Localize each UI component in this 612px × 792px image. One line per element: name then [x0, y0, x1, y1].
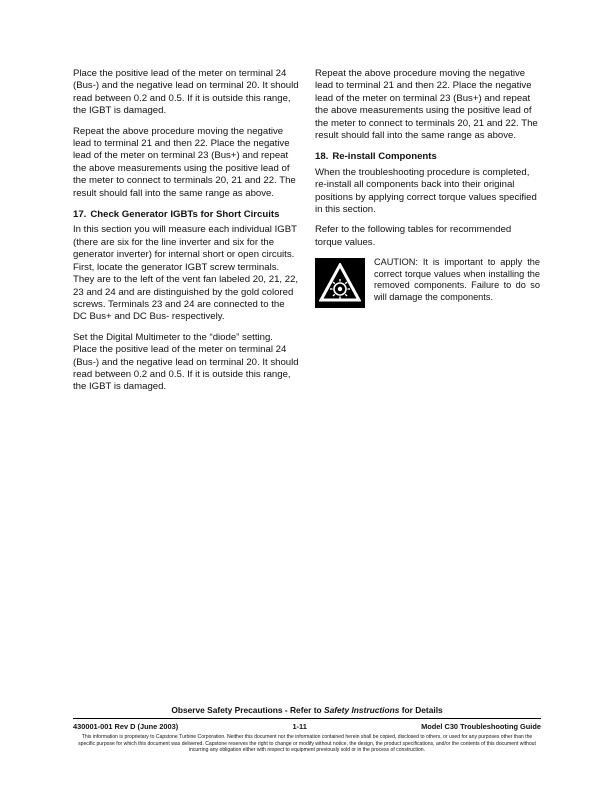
section-heading-17: [73, 209, 299, 221]
doc-number: 430001-001 Rev D (June 2003): [73, 722, 179, 731]
left-column: [73, 68, 299, 402]
footer-bar: [73, 722, 541, 731]
paragraph: Place the positive lead of the meter on terminal 24 (Bus-) and the negative lead on terminal 20. It should read between 0.2 and 0.5. If it is outside this range, the IGBT is damaged.: [73, 68, 299, 117]
paragraph: Repeat the above procedure moving the negative lead to terminal 21 and then 22. Place the negative lead of the meter on terminal 23 (Bus+) and repeat the above measurements using the positive lead of the meter to connect to terminals 20, 21 and 22. The result should fall into the same range as above.: [315, 68, 538, 142]
caution-block: [315, 257, 541, 308]
section-number: 17.: [73, 209, 87, 221]
paragraph: In this section you will measure each individual IGBT (there are six for the line inverter and six for the generator inverter) for internal short or open circuits. First, locate the generator IGBT screw terminals. They are to the left of the vent fan labeled 20, 21, 22, 23 and 24 and are distinguished by the gold colored screws. Terminals 23 and 24 are connected to the DC Bus+ and DC Bus- respectively.: [73, 224, 299, 323]
page-number: 1-11: [292, 722, 307, 731]
caution-text: CAUTION: It is important to apply the correct torque values when installing the removed components. Failure to do so will damage the components.: [374, 257, 540, 303]
paragraph: Set the Digital Multimeter to the “diode” setting. Place the positive lead of the meter on terminal 24 (Bus-) and the negative lead on terminal 20. It should read between 0.2 and 0.5. If it is outside this range, the IGBT is damaged.: [73, 331, 299, 393]
warning-triangle-icon: [315, 258, 365, 308]
section-title: Re-install Components: [332, 151, 437, 163]
paragraph: Repeat the above procedure moving the negative lead to terminal 21 and then 22. Place the negative lead of the meter on terminal 23 (Bus+) and repeat the above measurements using the positive lead of the meter to connect to terminals 20, 21 and 22. The result should fall into the same range as above.: [73, 125, 296, 199]
section-number: 18.: [315, 151, 329, 163]
paragraph: When the troubleshooting procedure is completed, re-install all components back into their original positions by applying correct torque values specified in this section.: [315, 166, 537, 216]
safety-instructions-ref: Safety Instructions: [323, 705, 400, 715]
doc-title: Model C30 Troubleshooting Guide: [421, 722, 541, 731]
section-heading-18: [315, 151, 541, 163]
section-title: Check Generator IGBTs for Short Circuits: [90, 209, 280, 221]
right-column: [315, 68, 541, 308]
legal-notice: This information is proprietary to Capstone Turbine Corporation. Neither this document nor the information contained herein shall be copied, disclosed to others, or used for any purposes other than the specific purpose for which this document was delivered. Capstone reserves the right to change or modify without notice, the design, the product specifications, and/or the contents of this document without incurring any obligation either with respect to equipment previously sold or in the process of construction.: [78, 734, 536, 754]
footer-divider: [73, 718, 541, 719]
paragraph: Refer to the following tables for recommended torque values.: [315, 224, 512, 248]
safety-note: Observe Safety Precautions - Refer to Safety Instructions for Details: [171, 705, 443, 715]
